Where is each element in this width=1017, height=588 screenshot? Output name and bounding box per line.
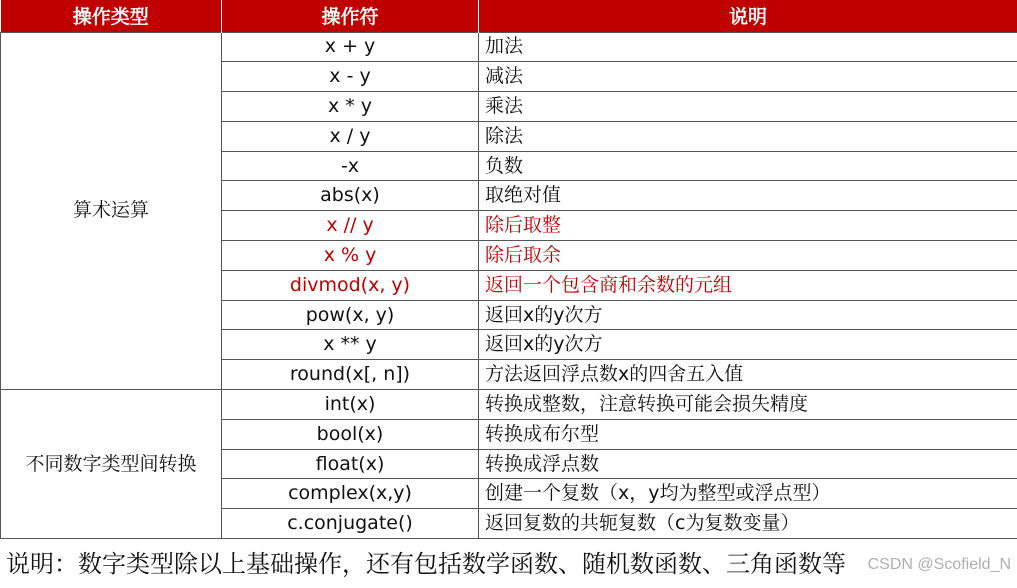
operator-cell: x % y	[222, 241, 479, 271]
category-cell: 算术运算	[1, 32, 222, 390]
description-cell: 方法返回浮点数x的四舍五入值	[479, 360, 1017, 390]
description-cell: 创建一个复数（x，y均为整型或浮点型）	[479, 479, 1017, 509]
operator-cell: x + y	[222, 32, 479, 62]
header-description: 说明	[479, 0, 1017, 32]
table-body	[1, 32, 1017, 539]
operator-cell: c.conjugate()	[222, 509, 479, 539]
header-category: 操作类型	[1, 0, 222, 32]
footnote: 说明：数字类型除以上基础操作，还有包括数学函数、随机数函数、三角函数等	[6, 550, 846, 578]
header-operator: 操作符	[222, 0, 479, 32]
description-cell: 转换成整数，注意转换可能会损失精度	[479, 390, 1017, 420]
operator-cell: float(x)	[222, 449, 479, 479]
operator-cell: x - y	[222, 62, 479, 92]
description-cell: 减法	[479, 62, 1017, 92]
operator-cell: complex(x,y)	[222, 479, 479, 509]
category-cell: 不同数字类型间转换	[1, 390, 222, 539]
description-cell: 返回一个包含商和余数的元组	[479, 270, 1017, 300]
operator-cell: abs(x)	[222, 181, 479, 211]
table-row	[1, 32, 1017, 62]
operator-cell: -x	[222, 151, 479, 181]
description-cell: 返回x的y次方	[479, 330, 1017, 360]
operator-cell: x // y	[222, 211, 479, 241]
operator-cell: pow(x, y)	[222, 300, 479, 330]
description-cell: 除后取余	[479, 241, 1017, 271]
description-cell: 取绝对值	[479, 181, 1017, 211]
description-cell: 转换成布尔型	[479, 419, 1017, 449]
operator-cell: round(x[, n])	[222, 360, 479, 390]
operator-cell: int(x)	[222, 390, 479, 420]
operator-cell: divmod(x, y)	[222, 270, 479, 300]
table-header	[1, 0, 1017, 32]
description-cell: 除后取整	[479, 211, 1017, 241]
description-cell: 除法	[479, 121, 1017, 151]
operator-cell: bool(x)	[222, 419, 479, 449]
table-row	[1, 390, 1017, 420]
operator-cell: x * y	[222, 92, 479, 122]
operator-cell: x ** y	[222, 330, 479, 360]
description-cell: 返回复数的共轭复数（c为复数变量）	[479, 509, 1017, 539]
operator-cell: x / y	[222, 121, 479, 151]
watermark: CSDN @Scofield_N	[867, 556, 1011, 573]
description-cell: 返回x的y次方	[479, 300, 1017, 330]
description-cell: 负数	[479, 151, 1017, 181]
description-cell: 加法	[479, 32, 1017, 62]
description-cell: 转换成浮点数	[479, 449, 1017, 479]
description-cell: 乘法	[479, 92, 1017, 122]
